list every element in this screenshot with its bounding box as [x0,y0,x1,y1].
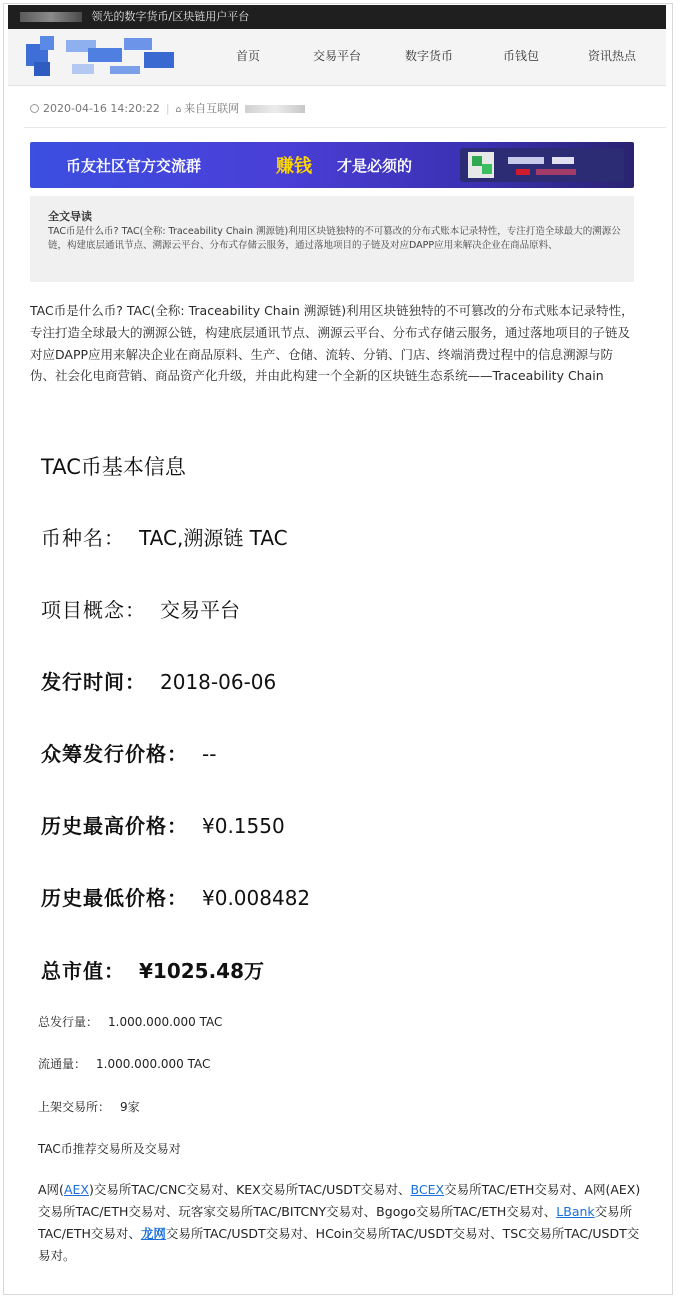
pairs-text-2: )交易所TAC/CNC交易对、KEX交易所TAC/USDT交易对、 [88,1182,411,1197]
summary-body: TAC币是什么币? TAC(全称: Traceability Chain 溯源链)利用区块链独特的不可篡改的分布式账本记录特性，专注打造全球最大的溯源公链，构建底层通讯节点、溯源云平台、分布式存储云服务，通过落地项目的子链及对应DAPP应用来解决企业在商品原料、 [48,226,621,251]
trading-pairs-paragraph [38,1179,650,1267]
market-cap-row [41,955,264,984]
concept-row [41,594,240,623]
crowd-price-value: -- [202,742,217,766]
basic-info-heading: TAC币基本信息 [41,455,186,479]
exchanges-count-row [38,1098,140,1115]
banner-text-1: 币友社区官方交流群 [66,157,202,175]
meta-divider [24,127,666,128]
community-banner-ad[interactable] [30,142,634,188]
low-price-value: ¥0.008482 [202,886,311,910]
pairs-text-4: 交易所TAC/ETH交易对、 [38,1204,633,1241]
exchanges-count-label: 上架交易所： [38,1100,111,1114]
nav-home[interactable]: 首页 [236,49,261,63]
pairs-text-1: A网( [38,1182,64,1197]
link-bcex[interactable]: BCEX [410,1182,445,1197]
market-cap-value: ¥1025.48万 [139,959,265,983]
nav-news[interactable]: 资讯热点 [588,49,637,63]
recommended-exchanges-heading: TAC币推荐交易所及交易对 [38,1142,181,1156]
low-price-row [41,882,310,911]
site-name-blurred [20,12,82,22]
crowd-price-label: 众筹发行价格： [41,742,188,766]
market-cap-label: 总市值： [41,959,125,983]
crowd-price-row [41,738,216,767]
concept-label: 项目概念： [41,598,146,622]
exchanges-count-value: 9家 [120,1100,140,1114]
low-price-label: 历史最低价格： [41,886,188,910]
article-meta [30,100,305,116]
issue-date-row [41,666,276,695]
nav-wallet[interactable]: 币钱包 [503,49,540,63]
banner-text-2: 才是必须的 [337,157,413,175]
coin-name-label: 币种名： [41,526,125,550]
circulating-row [38,1055,210,1072]
site-logo[interactable] [26,36,176,80]
main-nav [8,29,666,86]
total-supply-label: 总发行量： [38,1015,99,1029]
source-name-blurred [245,105,305,113]
pairs-text-5: 交易所TAC/USDT交易对、HCoin交易所TAC/USDT交易对、TSC交易所TAC/USDT交易对。 [38,1226,640,1263]
site-tagline: 领先的数字货币/区块链用户平台 [91,10,250,23]
issue-date-value: 2018-06-06 [160,670,277,694]
article-intro: TAC币是什么币? TAC(全称: Traceability Chain 溯源链)利用区块链独特的不可篡改的分布式账本记录特性，专注打造全球最大的溯源公链，构建底层通讯节点、溯源云平台、分布式存储云服务，通过落地项目的子链及对应DAPP应用来解决企业在商品原料、生产、仓储、流转、分销、门店、终端消费过程中的信息溯源与防伪、社会化电商营销、商品资产化升级，并由此构建一个全新的区块链生态系统——Traceability Chain [30,303,634,384]
issue-date-label: 发行时间： [41,670,146,694]
nav-exchanges[interactable]: 交易平台 [313,49,362,63]
high-price-value: ¥0.1550 [202,814,285,838]
meta-separator: | [165,102,170,115]
banner-highlight: 赚钱 [276,156,312,177]
link-lbank[interactable]: LBank [556,1204,595,1219]
circulating-label: 流通量： [38,1057,87,1071]
article-summary-box [30,196,634,282]
concept-value: 交易平台 [160,598,240,622]
top-bar [8,5,666,29]
publish-datetime: 2020-04-16 14:20:22 [43,102,160,115]
clock-icon [30,104,39,113]
nav-digital-currency[interactable]: 数字货币 [405,49,454,63]
circulating-value: 1.000.000.000 TAC [96,1057,211,1071]
pairs-text-3: 交易所TAC/ETH交易对、A网(AEX)交易所TAC/ETH交易对、玩客家交易所TAC/BITCNY交易对、Bgogo交易所TAC/ETH交易对、 [38,1182,641,1219]
total-supply-value: 1.000.000.000 TAC [108,1015,223,1029]
link-aex[interactable]: AEX [63,1182,89,1197]
high-price-label: 历史最高价格： [41,814,188,838]
coin-name-row [41,522,288,551]
high-price-row [41,810,285,839]
source-icon: ⌂ [175,105,185,115]
summary-title: 全文导读 [48,210,92,223]
link-longwang[interactable]: 龙网 [140,1226,166,1241]
banner-qr-blurred [460,148,624,182]
coin-name-value: TAC,溯源链 TAC [139,526,288,550]
source-label: 来自互联网 [184,102,240,115]
total-supply-row [38,1013,222,1030]
